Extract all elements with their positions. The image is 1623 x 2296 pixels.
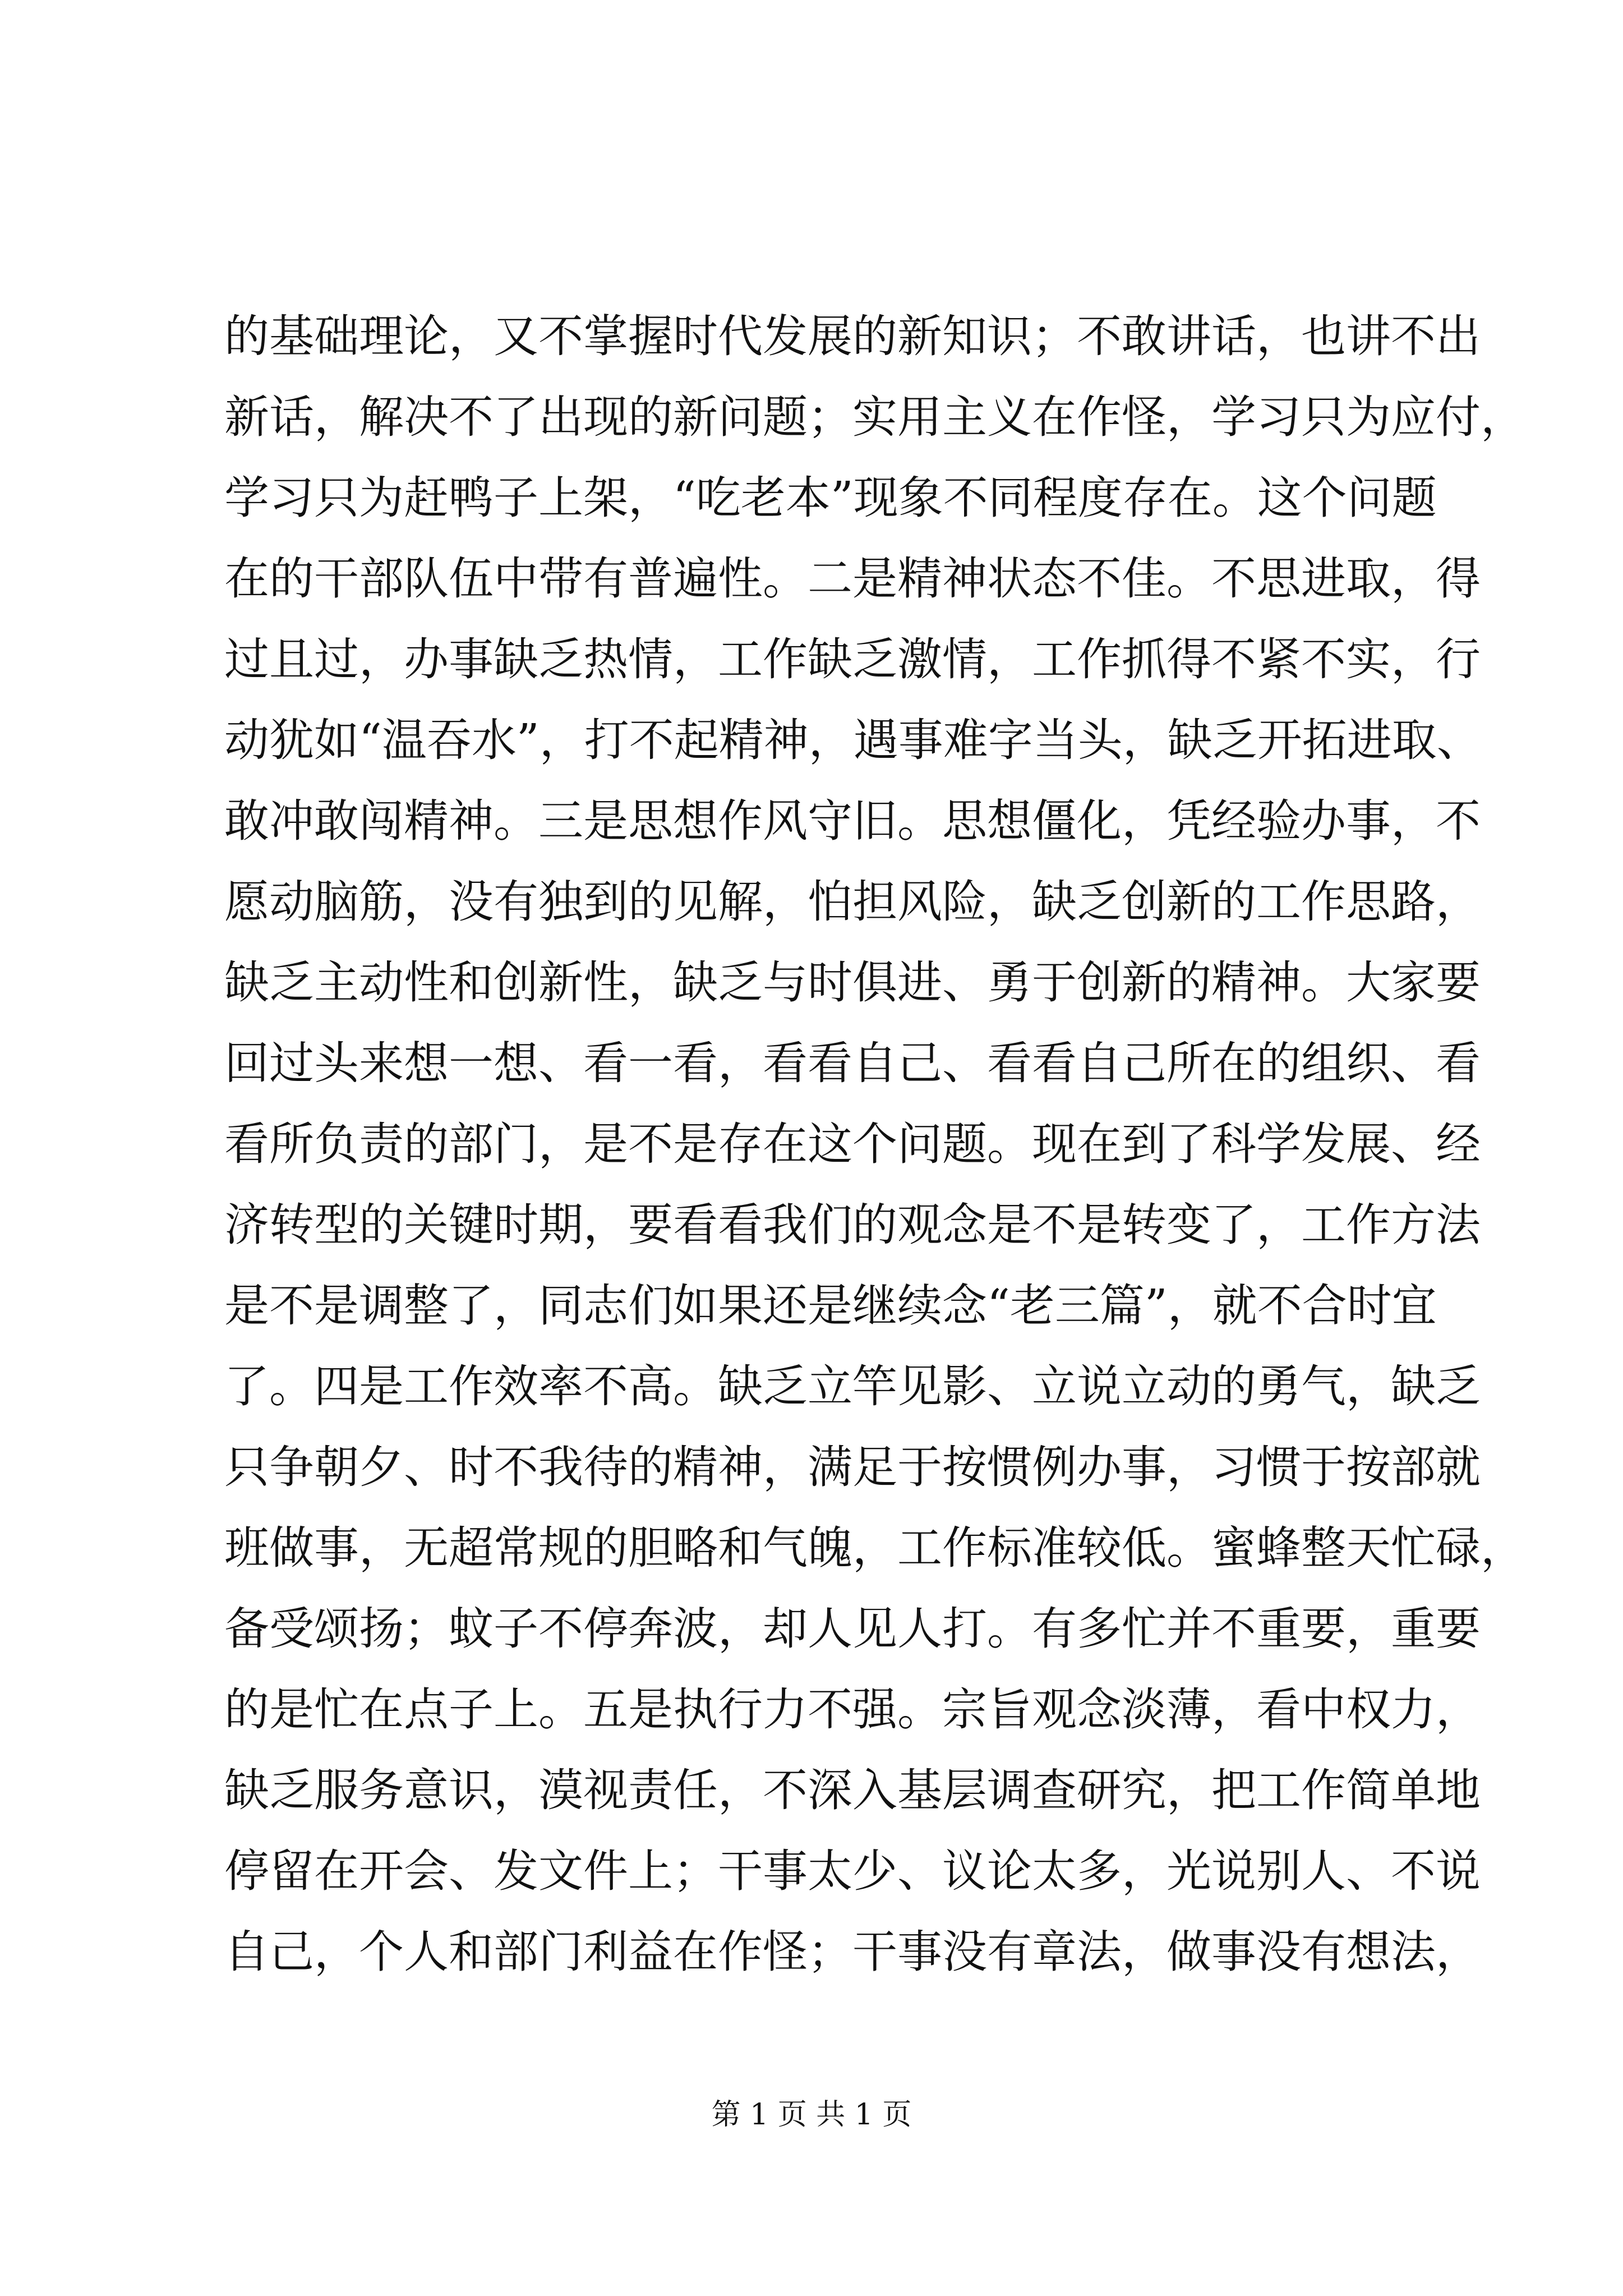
text-line: 愿动脑筋，没有独到的见解，怕担风险，缺乏创新的工作思路，: [224, 876, 1481, 928]
body-text: [224, 296, 1525, 1993]
text-line: 的是忙在点子上。五是执行力不强。宗旨观念淡薄，看中权力，: [224, 1683, 1481, 1736]
text-line: 是不是调整了，同志们如果还是继续念“老三篇”，就不合时宜: [224, 1280, 1437, 1332]
page-footer: 第 1 页 共 1 页: [711, 2098, 912, 2132]
text-line: 看所负责的部门，是不是存在这个问题。现在到了科学发展、经: [224, 1118, 1481, 1170]
text-line: 学习只为赶鸭子上架，“吃老本”现象不同程度存在。这个问题: [224, 472, 1437, 524]
text-line: 缺乏服务意识，漠视责任，不深入基层调查研究，把工作简单地: [224, 1764, 1481, 1816]
text-line: 班做事，无超常规的胆略和气魄，工作标准较低。蜜蜂整天忙碌，: [224, 1522, 1525, 1574]
text-line: 自己，个人和部门利益在作怪；干事没有章法，做事没有想法，: [224, 1926, 1481, 1978]
text-line: 了。四是工作效率不高。缺乏立竿见影、立说立动的勇气，缺乏: [224, 1360, 1481, 1412]
text-line: 只争朝夕、时不我待的精神，满足于按惯例办事，习惯于按部就: [224, 1441, 1481, 1493]
text-line: 过且过，办事缺乏热情，工作缺乏激情，工作抓得不紧不实，行: [224, 633, 1481, 685]
text-line: 回过头来想一想、看一看，看看自己、看看自己所在的组织、看: [224, 1037, 1481, 1089]
text-line: 在的干部队伍中带有普遍性。二是精神状态不佳。不思进取，得: [224, 553, 1481, 605]
text-line: 新话，解决不了出现的新问题；实用主义在作怪，学习只为应付，: [224, 391, 1525, 443]
text-line: 敢冲敢闯精神。三是思想作风守旧。思想僵化，凭经验办事，不: [224, 795, 1481, 847]
text-line: 停留在开会、发文件上；干事太少、议论太多，光说别人、不说: [224, 1845, 1481, 1897]
text-line: 济转型的关键时期，要看看我们的观念是不是转变了，工作方法: [224, 1199, 1481, 1251]
text-line: 缺乏主动性和创新性，缺乏与时俱进、勇于创新的精神。大家要: [224, 956, 1481, 1009]
text-line: 备受颂扬；蚊子不停奔波，却人见人打。有多忙并不重要，重要: [224, 1603, 1481, 1655]
text-line: 动犹如“温吞水”，打不起精神，遇事难字当头，缺乏开拓进取、: [224, 714, 1482, 766]
text-line: 的基础理论，又不掌握时代发展的新知识；不敢讲话，也讲不出: [224, 310, 1481, 362]
